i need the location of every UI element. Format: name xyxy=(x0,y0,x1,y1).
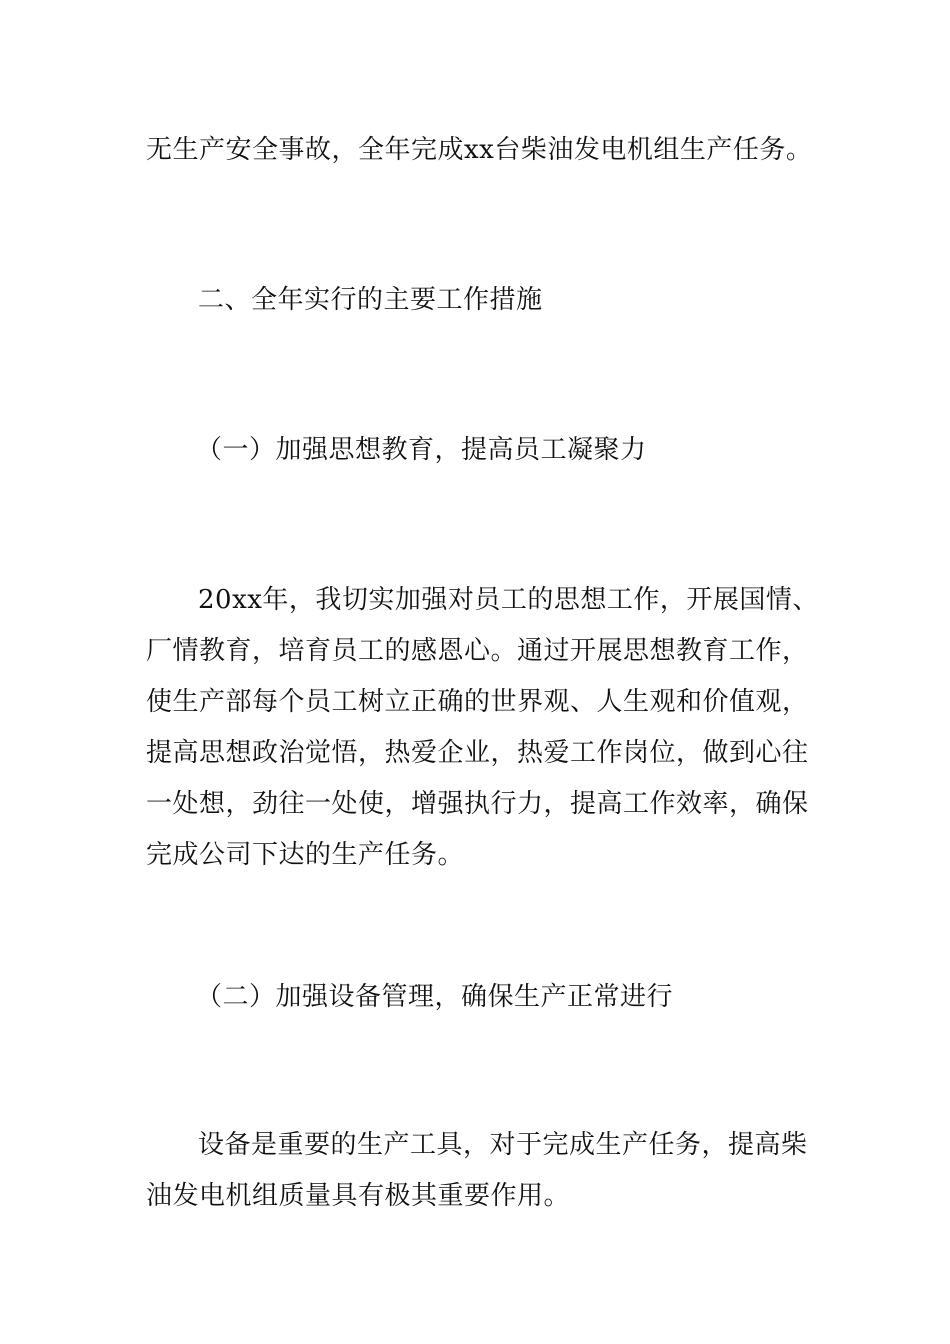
paragraph-1-line-1: 20xx年，我切实加强对员工的思想工作，开展国情、 xyxy=(198,585,819,615)
paragraph-1-line-2: 厂情教育，培育员工的感恩心。通过开展思想教育工作， xyxy=(146,636,809,666)
paragraph-1-line-3: 使生产部每个员工树立正确的世界观、人生观和价值观， xyxy=(146,687,809,717)
paragraph-2-line-1: 设备是重要的生产工具，对于完成生产任务，提高柴 xyxy=(198,1130,808,1160)
paragraph-1-line-4: 提高思想政治觉悟，热爱企业，热爱工作岗位，做到心往 xyxy=(146,738,809,768)
paragraph-continuation: 无生产安全事故，全年完成xx台柴油发电机组生产任务。 xyxy=(146,135,813,165)
section-heading-2: 二、全年实行的主要工作措施 xyxy=(198,285,543,315)
paragraph-1-line-6: 完成公司下达的生产任务。 xyxy=(146,840,465,870)
paragraph-1-line-5: 一处想，劲往一处使，增强执行力，提高工作效率，确保 xyxy=(146,789,809,819)
paragraph-2-line-2: 油发电机组质量具有极其重要作用。 xyxy=(146,1181,571,1211)
subheading-2: （二）加强设备管理，确保生产正常进行 xyxy=(196,982,674,1012)
subheading-1: （一）加强思想教育，提高员工凝聚力 xyxy=(196,435,647,465)
